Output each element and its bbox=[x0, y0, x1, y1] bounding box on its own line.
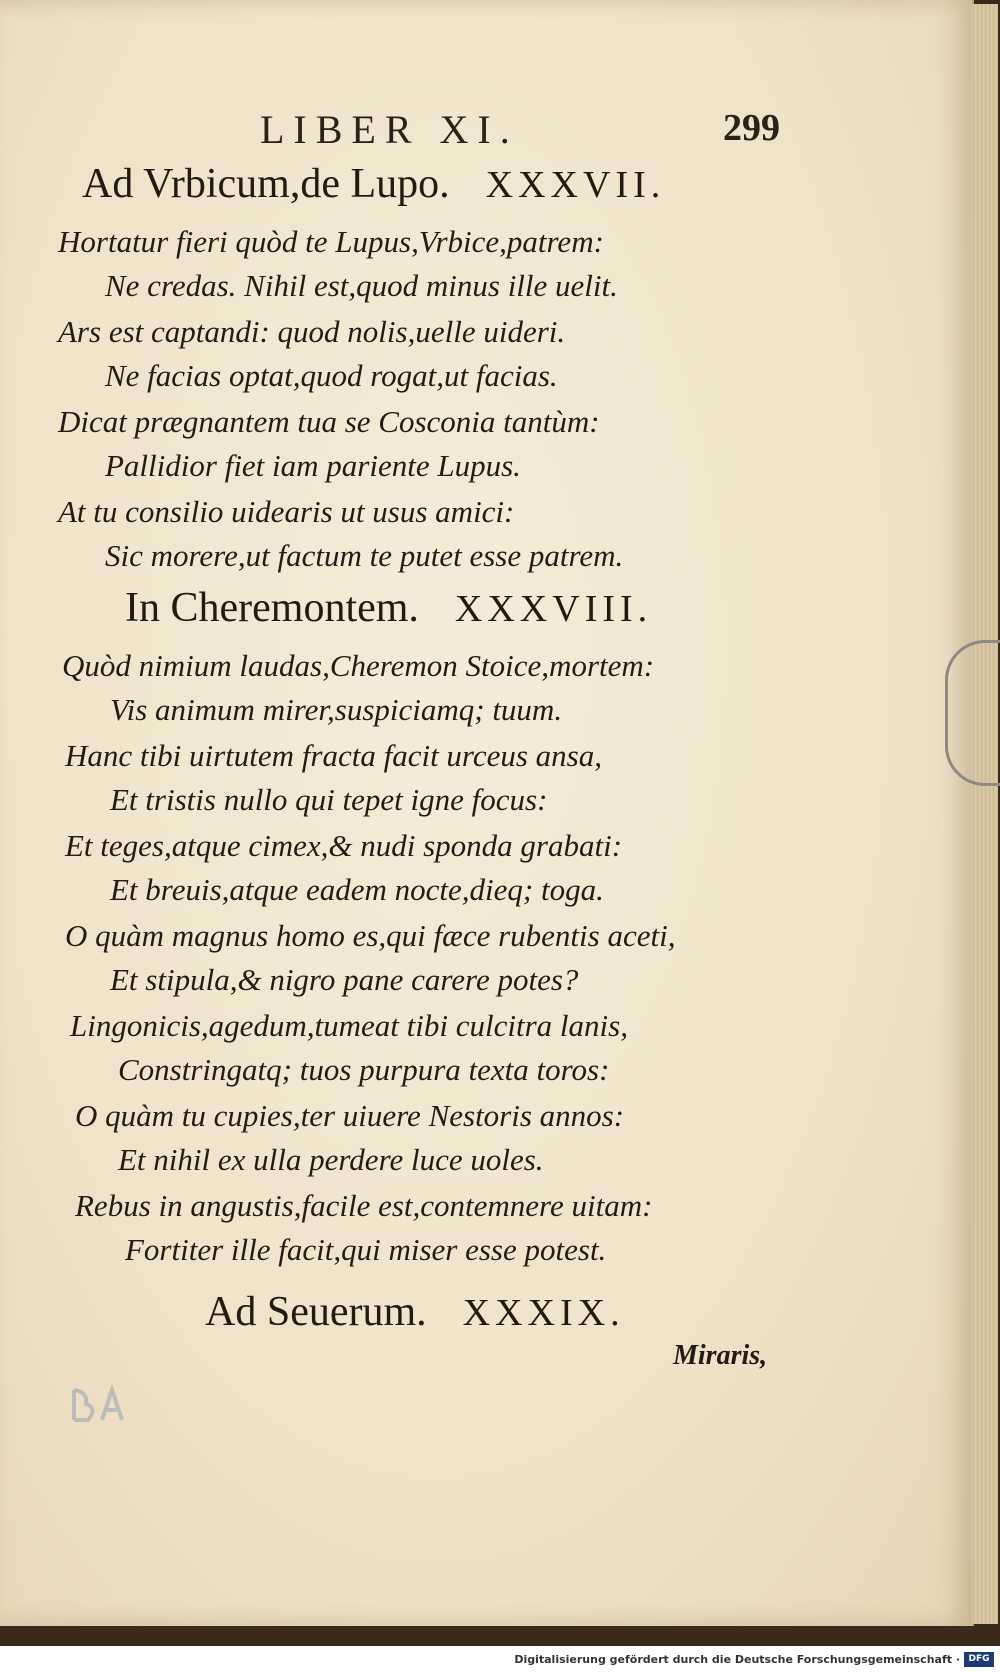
poem-title-text: Ad Seuerum. bbox=[205, 1289, 427, 1335]
poem-title bbox=[82, 160, 665, 208]
poem-number: XXXVII. bbox=[485, 164, 666, 206]
poem-title-text: Ad Vrbicum,de Lupo. bbox=[82, 161, 450, 207]
verse-line: Et teges,atque cimex,& nudi sponda grabati: bbox=[65, 828, 623, 863]
verse-line: Pallidior fiet iam pariente Lupus. bbox=[105, 448, 521, 483]
verse-line: Quòd nimium laudas,Cheremon Stoice,mortem: bbox=[62, 648, 655, 683]
verse-line: Ne credas. Nihil est,quod minus ille uelit. bbox=[105, 268, 618, 303]
folio-number: 299 bbox=[723, 107, 780, 149]
verse-line: At tu consilio uidearis ut usus amici: bbox=[58, 494, 515, 529]
verse-line: Et nihil ex ulla perdere luce uoles. bbox=[118, 1142, 544, 1177]
poem-number: XXXIX. bbox=[462, 1292, 625, 1334]
verse-line: Ne facias optat,quod rogat,ut facias. bbox=[105, 358, 558, 393]
verse-line: Ars est captandi: quod nolis,uelle uideri. bbox=[58, 314, 566, 349]
verse-line: Constringatq; tuos purpura texta toros: bbox=[118, 1052, 610, 1087]
page-clip bbox=[945, 640, 1000, 786]
verse-line: O quàm tu cupies,ter uiuere Nestoris annos: bbox=[75, 1098, 625, 1133]
verse-line: Hanc tibi uirtutem fracta facit urceus ansa, bbox=[65, 738, 602, 773]
verse-line: Et stipula,& nigro pane carere potes? bbox=[110, 962, 579, 997]
page-header bbox=[250, 106, 780, 152]
poem-title bbox=[205, 1288, 625, 1336]
poem-title-text: In Cheremontem. bbox=[125, 585, 419, 631]
verse-line: Vis animum mirer,suspiciamq; tuum. bbox=[110, 692, 563, 727]
verse-line: Et breuis,atque eadem nocte,dieq; toga. bbox=[110, 872, 604, 907]
verse-line: Fortiter ille facit,qui miser esse potest. bbox=[125, 1232, 607, 1267]
catchword: Miraris, bbox=[673, 1340, 768, 1371]
page-edges bbox=[972, 4, 998, 1624]
verse-line: O quàm magnus homo es,qui fæce rubentis aceti, bbox=[65, 918, 676, 953]
digitization-credit: Digitalisierung gefördert durch die Deutsche Forschungsgemeinschaft · bbox=[514, 1653, 960, 1666]
footer-bar bbox=[0, 1648, 1000, 1673]
running-head: LIBER XI. bbox=[260, 107, 519, 152]
dfg-logo-icon: DFG bbox=[964, 1652, 994, 1667]
poem-title bbox=[125, 584, 652, 632]
poem-number: XXXVIII. bbox=[454, 588, 653, 630]
verse-line: Lingonicis,agedum,tumeat tibi culcitra lanis, bbox=[70, 1008, 628, 1043]
library-stamp-icon bbox=[68, 1382, 138, 1426]
verse-line: Dicat prægnantem tua se Cosconia tantùm: bbox=[58, 404, 600, 439]
verse-line: Hortatur fieri quòd te Lupus,Vrbice,patrem: bbox=[58, 224, 604, 259]
verse-line: Rebus in angustis,facile est,contemnere uitam: bbox=[75, 1188, 653, 1223]
verse-line: Et tristis nullo qui tepet igne focus: bbox=[110, 782, 548, 817]
verse-line: Sic morere,ut factum te putet esse patrem. bbox=[105, 538, 624, 573]
